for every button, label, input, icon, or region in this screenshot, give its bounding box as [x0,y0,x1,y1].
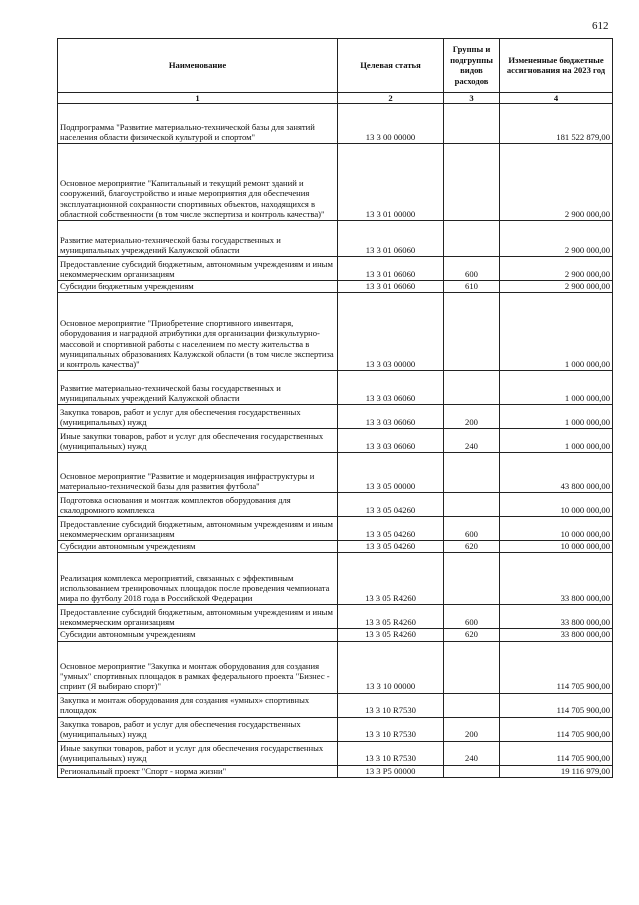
column-number-row [58,93,613,104]
row-name: Закупка товаров, работ и услуг для обеспечения государственных (муниципальных) нужд [58,717,338,741]
table-row [58,371,613,405]
table-row [58,717,613,741]
row-group: 610 [444,281,500,293]
table-row [58,641,613,693]
table-row [58,541,613,553]
row-amount: 1 000 000,00 [500,405,613,429]
row-amount: 43 800 000,00 [500,453,613,493]
row-name: Подпрограмма "Развитие материально-технической базы для занятий населения области физической культурой и спортом" [58,104,338,144]
row-name: Развитие материально-технической базы государственных и муниципальных учреждений Калужской области [58,371,338,405]
row-code: 13 3 P5 00000 [338,765,444,777]
row-name: Подготовка основания и монтаж комплектов оборудования для скалодромного комплекса [58,493,338,517]
row-amount: 33 800 000,00 [500,605,613,629]
row-name: Основное мероприятие "Капитальный и текущий ремонт зданий и сооружений, благоустройство и иные мероприятия для обеспечения эксплуатационной сохранности спортивных объектов, находящихся в областной собственности (в том числе экспертиза и контроль качества)" [58,144,338,221]
row-group: 600 [444,257,500,281]
row-name: Субсидии бюджетным учреждениям [58,281,338,293]
table-row [58,453,613,493]
column-number: 2 [338,93,444,104]
row-code: 13 3 10 R7530 [338,693,444,717]
row-amount: 10 000 000,00 [500,541,613,553]
column-number: 4 [500,93,613,104]
column-number: 1 [58,93,338,104]
row-name: Региональный проект "Спорт - норма жизни" [58,765,338,777]
header-amount: Измененные бюджетные ассигнования на 2023 год [500,39,613,93]
table-row [58,144,613,221]
row-code: 13 3 01 00000 [338,144,444,221]
row-amount: 19 116 979,00 [500,765,613,777]
row-amount: 33 800 000,00 [500,629,613,641]
table-row [58,629,613,641]
row-group [444,693,500,717]
row-name: Реализация комплекса мероприятий, связанных с эффективным использованием тренировочных площадок после проведения чемпионата мира по футболу 2018 года в Российской Федерации [58,553,338,605]
row-code: 13 3 05 00000 [338,453,444,493]
row-amount: 114 705 900,00 [500,741,613,765]
row-code: 13 3 01 06060 [338,221,444,257]
table-row [58,605,613,629]
header-name: Наименование [58,39,338,93]
row-name: Предоставление субсидий бюджетным, автономным учреждениям и иным некоммерческим организациям [58,257,338,281]
row-name: Закупка и монтаж оборудования для создания «умных» спортивных площадок [58,693,338,717]
table-row [58,517,613,541]
row-group [444,371,500,405]
page-number: 612 [592,20,609,32]
table-row [58,693,613,717]
row-group: 620 [444,541,500,553]
row-group [444,641,500,693]
row-amount: 114 705 900,00 [500,641,613,693]
row-amount: 1 000 000,00 [500,293,613,371]
row-name: Развитие материально-технической базы государственных и муниципальных учреждений Калужской области [58,221,338,257]
table-row [58,257,613,281]
row-group [444,144,500,221]
row-group: 240 [444,429,500,453]
row-name: Предоставление субсидий бюджетным, автономным учреждениям и иным некоммерческим организациям [58,605,338,629]
row-code: 13 3 05 04260 [338,517,444,541]
row-name: Основное мероприятие "Развитие и модернизация инфраструктуры и материально-технической базы для развития футбола" [58,453,338,493]
row-group: 200 [444,717,500,741]
row-code: 13 3 05 R4260 [338,553,444,605]
table-row [58,741,613,765]
row-group [444,104,500,144]
table-row [58,221,613,257]
table-row [58,765,613,777]
table-row [58,293,613,371]
row-amount: 114 705 900,00 [500,717,613,741]
row-amount: 33 800 000,00 [500,553,613,605]
table-row [58,429,613,453]
row-code: 13 3 03 06060 [338,371,444,405]
row-amount: 181 522 879,00 [500,104,613,144]
row-code: 13 3 01 06060 [338,281,444,293]
row-code: 13 3 01 06060 [338,257,444,281]
row-name: Закупка товаров, работ и услуг для обеспечения государственных (муниципальных) нужд [58,405,338,429]
row-group [444,765,500,777]
row-code: 13 3 03 06060 [338,429,444,453]
row-group: 620 [444,629,500,641]
row-code: 13 3 05 04260 [338,541,444,553]
row-amount: 2 900 000,00 [500,221,613,257]
row-group [444,553,500,605]
table-row [58,405,613,429]
row-amount: 2 900 000,00 [500,281,613,293]
header-code: Целевая статья [338,39,444,93]
row-name: Иные закупки товаров, работ и услуг для обеспечения государственных (муниципальных) нужд [58,429,338,453]
row-group: 200 [444,405,500,429]
row-name: Предоставление субсидий бюджетным, автономным учреждениям и иным некоммерческим организациям [58,517,338,541]
row-code: 13 3 00 00000 [338,104,444,144]
row-amount: 1 000 000,00 [500,429,613,453]
row-group: 600 [444,517,500,541]
row-code: 13 3 05 R4260 [338,605,444,629]
row-name: Основное мероприятие "Приобретение спортивного инвентаря, оборудования и наградной атрибутики для организации физкультурно-массовой и спортивной работы с населением по месту жительства в муниципальных образованиях Калужской области (в том числе экспертиза и контроль качества)" [58,293,338,371]
row-group [444,453,500,493]
table-row [58,104,613,144]
row-code: 13 3 10 R7530 [338,741,444,765]
row-name: Субсидии автономным учреждениям [58,541,338,553]
row-amount: 10 000 000,00 [500,517,613,541]
row-name: Основное мероприятие "Закупка и монтаж оборудования для создания "умных" спортивных площадок в рамках федерального проекта "Бизнес - спринт (Я выбираю спорт)" [58,641,338,693]
row-code: 13 3 05 R4260 [338,629,444,641]
row-name: Субсидии автономным учреждениям [58,629,338,641]
row-amount: 114 705 900,00 [500,693,613,717]
row-code: 13 3 03 00000 [338,293,444,371]
row-amount: 2 900 000,00 [500,144,613,221]
row-amount: 2 900 000,00 [500,257,613,281]
row-code: 13 3 10 R7530 [338,717,444,741]
row-name: Иные закупки товаров, работ и услуг для обеспечения государственных (муниципальных) нужд [58,741,338,765]
header-group: Группы и подгруппы видов расходов [444,39,500,93]
table-row [58,493,613,517]
table-row [58,553,613,605]
row-group: 600 [444,605,500,629]
column-number: 3 [444,93,500,104]
budget-table [57,38,613,778]
table-row [58,281,613,293]
row-code: 13 3 05 04260 [338,493,444,517]
row-group [444,293,500,371]
table-header-row [58,39,613,93]
row-group: 240 [444,741,500,765]
row-group [444,493,500,517]
row-code: 13 3 03 06060 [338,405,444,429]
row-group [444,221,500,257]
row-amount: 1 000 000,00 [500,371,613,405]
row-amount: 10 000 000,00 [500,493,613,517]
row-code: 13 3 10 00000 [338,641,444,693]
